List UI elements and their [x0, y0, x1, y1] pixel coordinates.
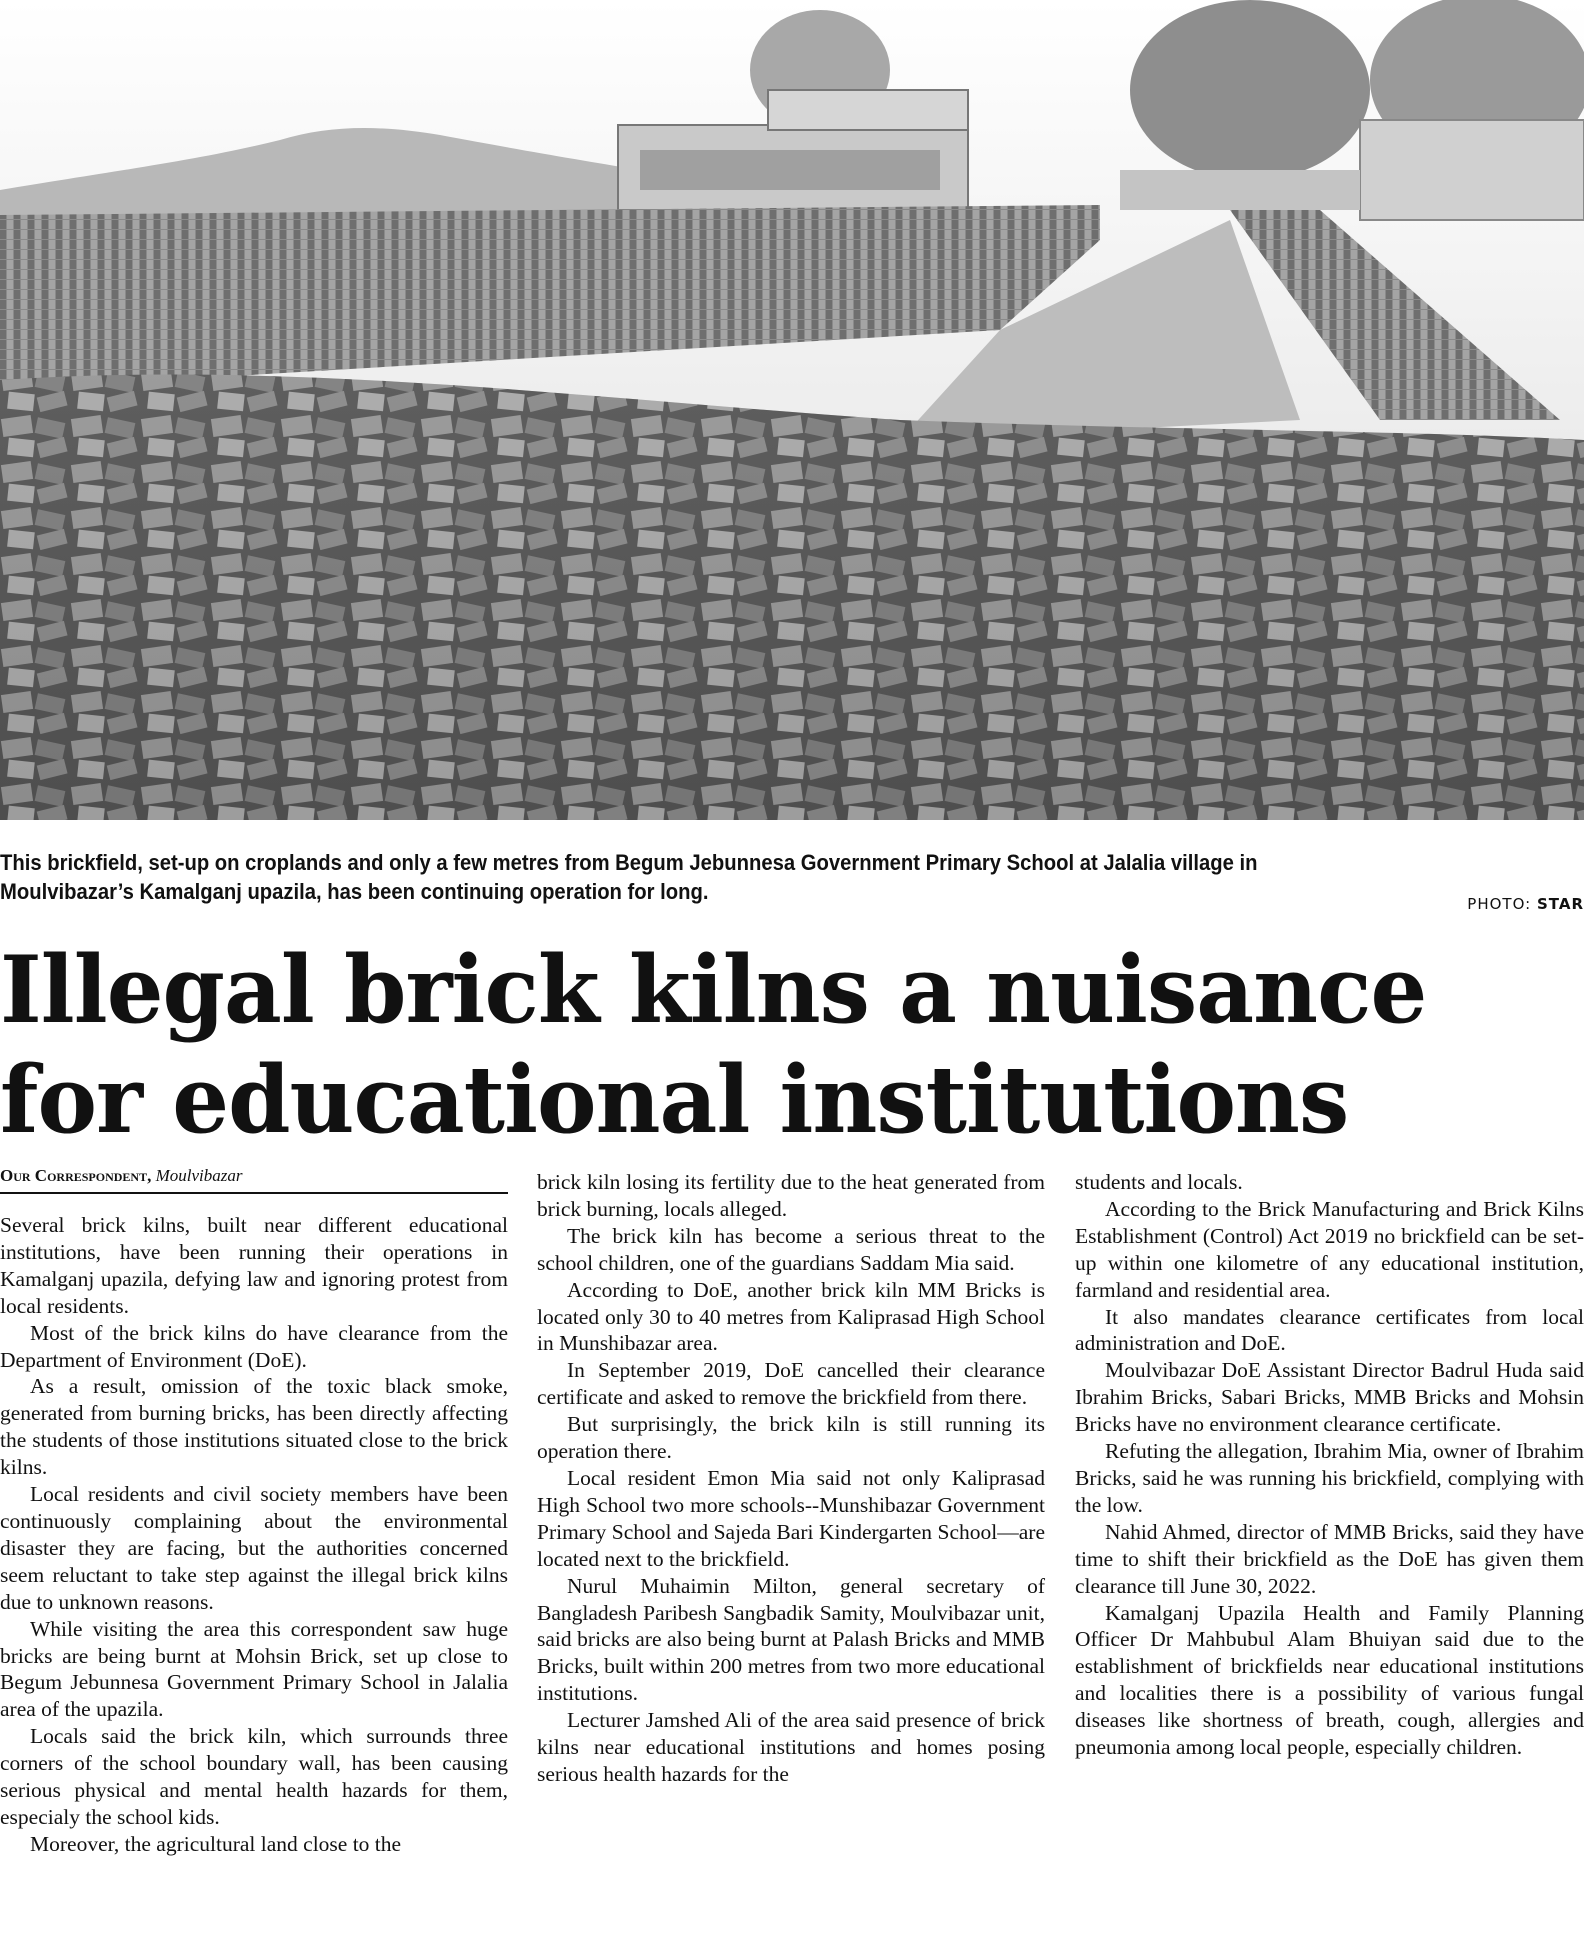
- paragraph: Kamalganj Upazila Health and Family Planning Officer Dr Mahbubul Alam Bhuiyan said due to the establishment of brickfields near educational institutions and localities there is a possibility of various fungal diseases like shortness of breath, cough, allergies and pneumonia among local people, especially children.: [1075, 1600, 1584, 1760]
- paragraph: Moreover, the agricultural land close to the: [30, 1831, 402, 1856]
- brickfield-photo: [0, 0, 1584, 820]
- photo-credit-label: PHOTO:: [1467, 895, 1532, 913]
- paragraph: While visiting the area this correspondent saw huge bricks are being burnt at Mohsin Brick, set up close to Begum Jebunnesa Government Primary School in Jalalia area of the upazila.: [0, 1616, 508, 1722]
- photo-caption: This brickfield, set-up on croplands and only a few metres from Begum Jebunnesa Government Primary School at Jalalia village in Moulvibazar’s Kamalganj upazila, has been continuing operation for long.: [0, 850, 1258, 904]
- paragraph: Refuting the allegation, Ibrahim Mia, owner of Ibrahim Bricks, said he was running his brickfield, complying with the low.: [1075, 1439, 1584, 1517]
- paragraph: According to the Brick Manufacturing and Brick Kilns Establishment (Control) Act 2019 no brickfield can be set-up within one kilometre of any educational institution, farmland and residential area.: [1075, 1196, 1584, 1302]
- paragraph: But surprisingly, the brick kiln is still running its operation there.: [537, 1412, 1045, 1464]
- paragraph: It also mandates clearance certificates from local administration and DoE.: [1075, 1304, 1584, 1356]
- byline: [0, 1166, 508, 1194]
- paragraph: Local residents and civil society members have been continuously complaining about the environmental disaster they are facing, but the authorities concerned seem reluctant to take step against the illegal brick kilns due to unknown reasons.: [0, 1482, 508, 1614]
- paragraph: According to DoE, another brick kiln MM Bricks is located only 30 to 40 metres from Kaliprasad High School in Munshibazar area.: [537, 1277, 1045, 1356]
- byline-place: Moulvibazar: [155, 1166, 243, 1185]
- paragraph: As a result, omission of the toxic black smoke, generated from burning bricks, has been directly affecting the students of those institutions situated close to the brick kilns.: [0, 1374, 508, 1480]
- article-column-3: [1075, 1169, 1584, 1761]
- paragraph: Most of the brick kilns do have clearance from the Department of Environment (DoE).: [0, 1320, 508, 1372]
- paragraph: The brick kiln has become a serious threat to the school children, one of the guardians Saddam Mia said.: [537, 1223, 1045, 1275]
- paragraph: Lecturer Jamshed Ali of the area said presence of brick kilns near educational institutions and homes posing serious health hazards for the: [537, 1708, 1045, 1786]
- article-column-2: [537, 1169, 1045, 1788]
- paragraph: Nahid Ahmed, director of MMB Bricks, said they have time to shift their brickfield as the DoE has given them clearance till June 30, 2022.: [1075, 1519, 1584, 1598]
- paragraph: brick kiln losing its fertility due to the heat generated from brick burning, locals alleged.: [537, 1170, 1045, 1221]
- paragraph: Moulvibazar DoE Assistant Director Badrul Huda said Ibrahim Bricks, Sabari Bricks, MMB Bricks and Mohsin Bricks have no environment clearance certificate.: [1075, 1358, 1584, 1437]
- paragraph: Locals said the brick kiln, which surrounds three corners of the school boundary wall, has been causing serious physical and mental health hazards for them, especialy the school kids.: [0, 1724, 508, 1829]
- paragraph: In September 2019, DoE cancelled their clearance certificate and asked to remove the brickfield from there.: [537, 1358, 1045, 1410]
- headline-line-2: for educational institutions: [0, 1045, 1349, 1154]
- headline-line-1: Illegal brick kilns a nuisance: [0, 935, 1427, 1044]
- paragraph: Several brick kilns, built near different educational institutions, have been running their operations in Kamalganj upazila, defying law and ignoring protest from local residents.: [0, 1213, 508, 1318]
- photo-credit-source: STAR: [1536, 895, 1584, 913]
- paragraph: Local resident Emon Mia said not only Kaliprasad High School two more schools--Munshibazar Government Primary School and Sajeda Bari Kindergarten School—are located next to the brickfield.: [537, 1465, 1045, 1571]
- headline: [0, 935, 1521, 1155]
- photo-credit: [1467, 895, 1584, 913]
- article-column-1: [0, 1212, 508, 1858]
- paragraph: Nurul Muhaimin Milton, general secretary of Bangladesh Paribesh Sangbadik Samity, Moulvibazar unit, said bricks are also being burnt at Palash Bricks and MMB Bricks, built within 200 metres from two more educational institutions.: [537, 1573, 1045, 1706]
- paragraph: students and locals.: [1075, 1170, 1243, 1194]
- brickfield-photo-icon: [0, 0, 1584, 820]
- byline-name: Our Correspondent,: [0, 1166, 152, 1185]
